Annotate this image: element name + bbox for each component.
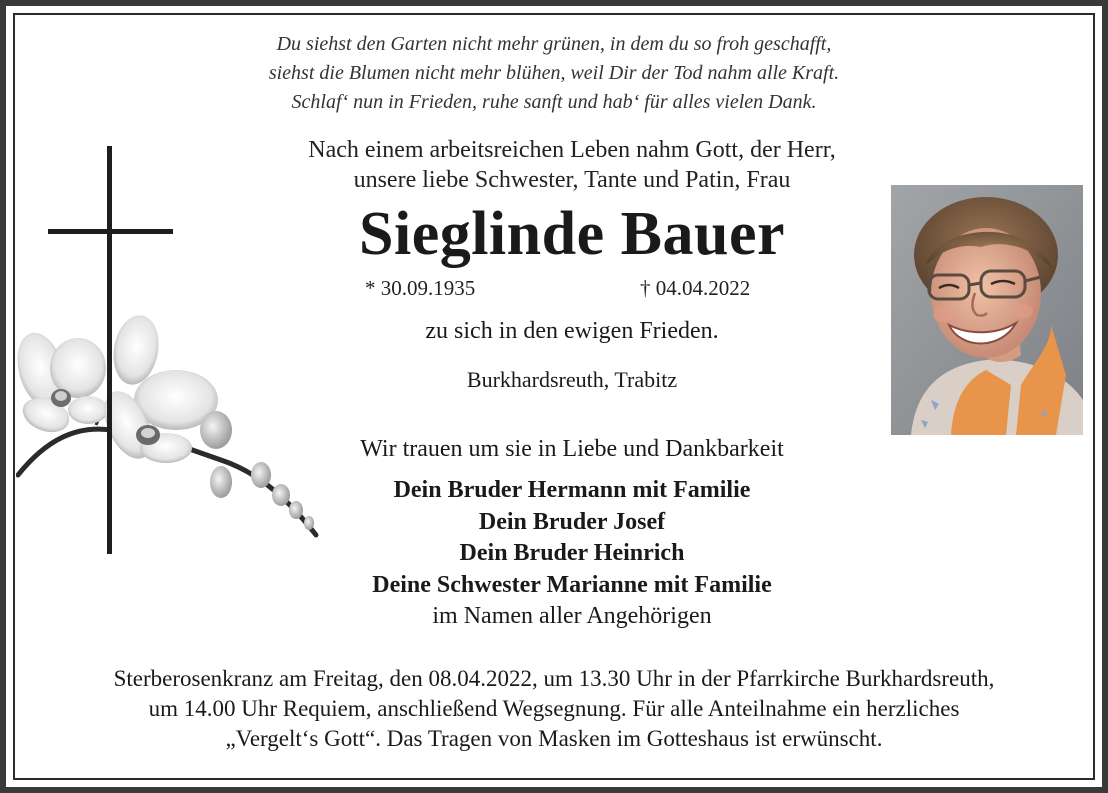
poem-line: Schlaf‘ nun in Frieden, ruhe sanft und hab‘ für alles vielen Dank. xyxy=(291,91,817,113)
footer-line: Sterberosenkranz am Freitag, den 08.04.2022, um 13.30 Uhr in der Pfarrkirche Burkhardsreuth, xyxy=(113,666,995,691)
portrait-image xyxy=(891,185,1083,435)
poem xyxy=(0,30,1108,117)
poem-line: siehst die Blumen nicht mehr blühen, weil Dir der Tod nahm alle Kraft. xyxy=(268,62,840,84)
poem-line: Du siehst den Garten nicht mehr grünen, in dem du so froh geschafft, xyxy=(276,33,832,55)
peace-text: zu sich in den ewigen Frieden. xyxy=(425,318,719,344)
ceremony-info xyxy=(0,664,1108,754)
cross-icon xyxy=(107,146,112,554)
footer-line: um 14.00 Uhr Requiem, anschließend Wegsegnung. Für alle Anteilnahme ein herzliches xyxy=(148,696,960,721)
family-member: Dein Bruder Josef xyxy=(478,508,666,535)
intro-line: unsere liebe Schwester, Tante und Patin, Frau xyxy=(353,167,791,193)
footer-line: „Vergelt‘s Gott“. Das Tragen von Masken im Gotteshaus ist erwünscht. xyxy=(225,726,883,751)
death-date: † 04.04.2022 xyxy=(640,276,751,300)
family-closing: im Namen aller Angehörigen xyxy=(432,603,712,629)
family-member: Deine Schwester Marianne mit Familie xyxy=(372,571,772,598)
intro-line: Nach einem arbeitsreichen Leben nahm Gott, der Herr, xyxy=(308,137,836,163)
portrait-photo xyxy=(891,185,1083,435)
birth-date: * 30.09.1935 xyxy=(365,276,476,300)
family-member: Dein Bruder Heinrich xyxy=(459,540,685,566)
orchid-branch-icon xyxy=(16,310,326,550)
family-member: Dein Bruder Hermann mit Familie xyxy=(393,477,751,503)
cross-bar xyxy=(48,229,173,234)
deceased-name: Sieglinde Bauer xyxy=(358,200,786,268)
mourning-text: Wir trauen um sie in Liebe und Dankbarkeit xyxy=(360,436,784,462)
place-text: Burkhardsreuth, Trabitz xyxy=(466,367,678,392)
